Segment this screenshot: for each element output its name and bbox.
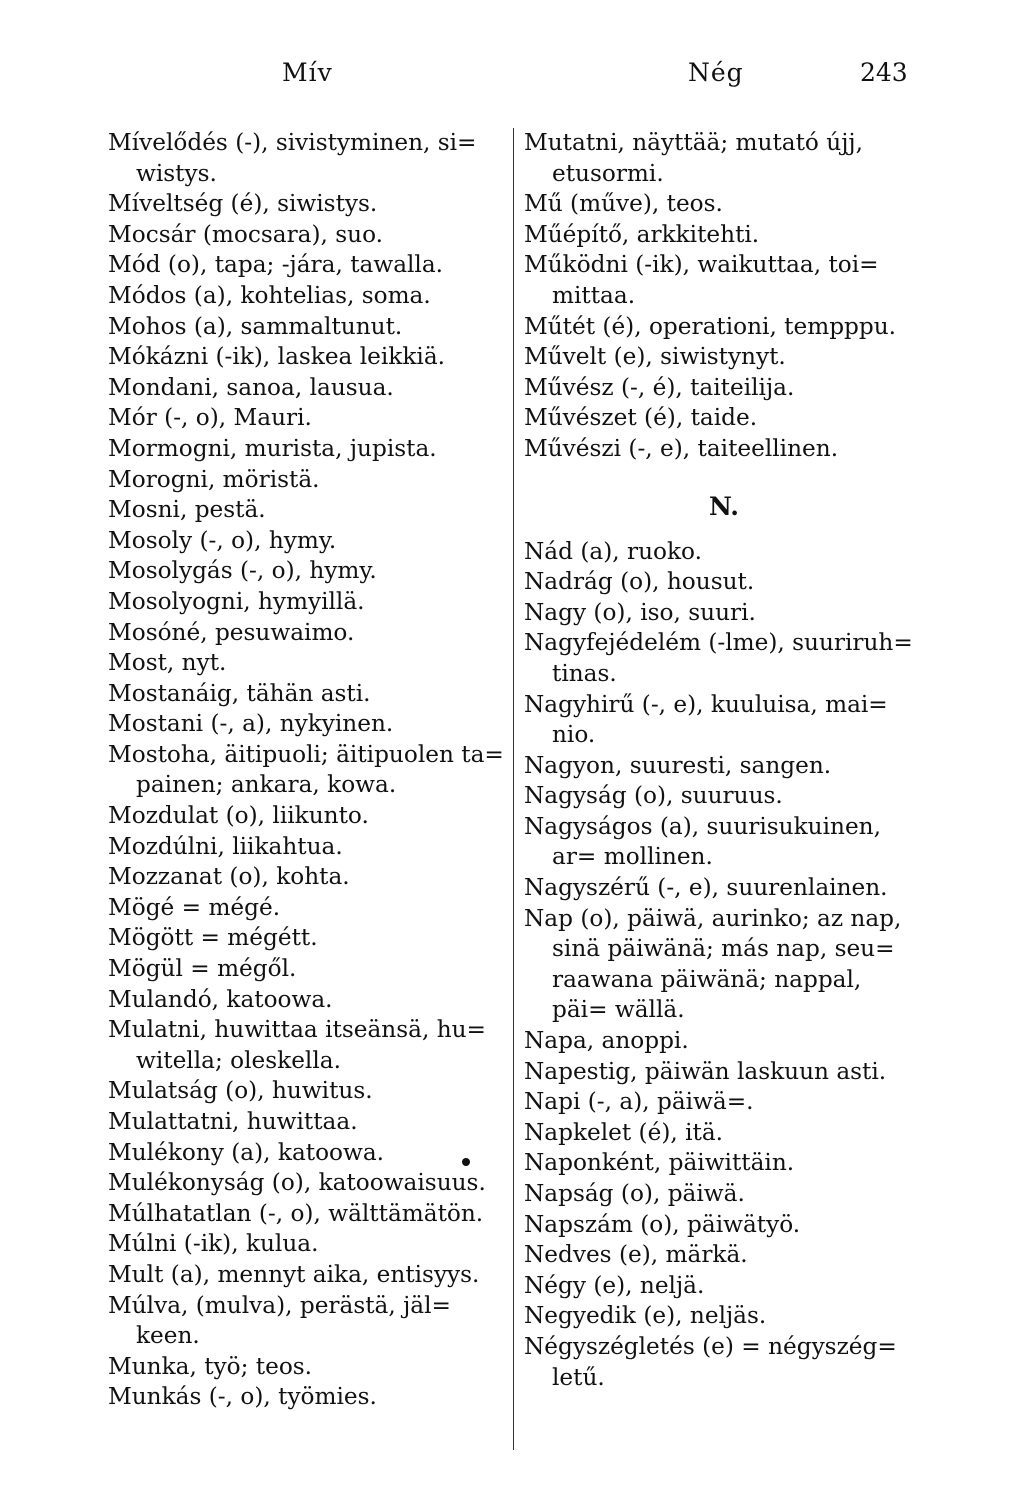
left-guide-word: Mív <box>282 58 333 87</box>
dictionary-entry: Mód (o), tapa; -jára, tawalla. <box>108 251 444 279</box>
dictionary-entry: Mozzanat (o), kohta. <box>108 863 350 891</box>
right-column-m-entries <box>524 128 924 465</box>
right-column <box>524 128 924 1393</box>
dictionary-entry: Művészet (é), taide. <box>524 404 758 432</box>
dictionary-entry: Múlni (-ik), kulua. <box>108 1230 319 1258</box>
dictionary-entry: Napszám (o), päiwätyö. <box>524 1210 801 1238</box>
dictionary-entry: Mulattatni, huwittaa. <box>108 1108 358 1135</box>
dictionary-entry: Mögött = mégétt. <box>108 924 318 952</box>
right-guide-word: Nég <box>688 58 744 87</box>
dictionary-entry: Naponként, päiwittäin. <box>524 1149 795 1177</box>
dictionary-entry: Nap (o), päiwä, aurinko; az nap, sinä päiwänä; más nap, seu= raawana päiwänä; nappal, päi= wällä. <box>524 904 902 1024</box>
dictionary-entry: Mondani, sanoa, lausua. <box>108 373 394 401</box>
dictionary-entry: Művelt (e), siwistynyt. <box>524 343 786 371</box>
dictionary-entry: Mívelődés (-), sivistyminen, si= wistys. <box>108 129 477 187</box>
dictionary-entry: Mókázni (-ik), laskea leikkiä. <box>108 343 446 371</box>
dictionary-entry: Munka, työ; teos. <box>108 1352 313 1380</box>
dictionary-entry: Mozdúlni, liikahtua. <box>108 832 343 860</box>
dictionary-entry: Napa, anoppi. <box>524 1027 689 1055</box>
stray-dot <box>462 1158 470 1166</box>
dictionary-entry: Mulatni, huwittaa itseänsä, hu= witella; oleskella. <box>108 1016 486 1074</box>
dictionary-entry: Nagyságos (a), suurisukuinen, ar= mollinen. <box>524 812 881 871</box>
dictionary-entry: Napestig, päiwän laskuun asti. <box>524 1057 887 1085</box>
dictionary-entry: Mozdulat (o), liikunto. <box>108 802 369 830</box>
dictionary-entry: Négy (e), neljä. <box>524 1271 705 1299</box>
dictionary-entry: Mű (műve), teos. <box>524 190 723 218</box>
dictionary-entry: Mosóné, pesuwaimo. <box>108 618 355 646</box>
dictionary-entry: Nedves (e), märkä. <box>524 1241 748 1269</box>
dictionary-entry: Mocsár (mocsara), suo. <box>108 220 384 248</box>
dictionary-entry: Mostanáig, tähän asti. <box>108 679 371 707</box>
right-column-n-entries <box>524 537 924 1394</box>
dictionary-entry: Mulandó, katoowa. <box>108 985 333 1013</box>
dictionary-entry: Nagyság (o), suuruus. <box>524 782 783 810</box>
dictionary-entry: Nagyhirű (-, e), kuuluisa, mai= nio. <box>524 690 888 749</box>
dictionary-entry: Mosoly (-, o), hymy. <box>108 526 337 554</box>
dictionary-entry: Napság (o), päiwä. <box>524 1180 745 1207</box>
dictionary-entry: Műépítő, arkkitehti. <box>524 220 760 248</box>
dictionary-entry: Nád (a), ruoko. <box>524 537 702 565</box>
dictionary-entry: Mulékony (a), katoowa. <box>108 1138 385 1166</box>
dictionary-entry: Mosolygás (-, o), hymy. <box>108 557 377 585</box>
dictionary-entry: Műtét (é), operationi, tempppu. <box>524 312 897 340</box>
dictionary-entry: Mosolyogni, hymyillä. <box>108 587 365 615</box>
dictionary-entry: Művészi (-, e), taiteellinen. <box>524 434 839 462</box>
dictionary-entry: Múlva, (mulva), perästä, jäl= keen. <box>108 1291 451 1350</box>
dictionary-entry: Mosni, pestä. <box>108 496 266 524</box>
dictionary-entry: Nadrág (o), housut. <box>524 568 755 596</box>
dictionary-entry: Mostani (-, a), nykyinen. <box>108 710 394 738</box>
dictionary-entry: Mulatság (o), huwitus. <box>108 1077 373 1105</box>
dictionary-entry: Mögé = mégé. <box>108 893 281 921</box>
dictionary-entry: Mögül = mégől. <box>108 955 297 983</box>
dictionary-entry: Mohos (a), sammaltunut. <box>108 312 403 340</box>
dictionary-entry: Míveltség (é), siwistys. <box>108 190 378 218</box>
dictionary-entry: Módos (a), kohtelias, soma. <box>108 281 431 309</box>
page-number: 243 <box>860 58 908 87</box>
dictionary-entry: Működni (-ik), waikuttaa, toi= mittaa. <box>524 251 879 309</box>
dictionary-entry: Nagyon, suuresti, sangen. <box>524 751 832 779</box>
dictionary-entry: Mult (a), mennyt aika, entisyys. <box>108 1260 480 1288</box>
dictionary-entry: Mormogni, murista, jupista. <box>108 434 437 462</box>
section-letter: N. <box>709 491 739 521</box>
dictionary-entry: Művész (-, é), taiteilija. <box>524 373 795 401</box>
dictionary-entry: Négyszégletés (e) = négyszég= letű. <box>524 1332 897 1391</box>
dictionary-entry: Morogni, möristä. <box>108 465 320 493</box>
column-divider <box>513 128 514 1450</box>
dictionary-entry: Múlhatatlan (-, o), wälttämätön. <box>108 1199 484 1227</box>
dictionary-entry: Munkás (-, o), työmies. <box>108 1383 377 1411</box>
dictionary-entry: Nagy (o), iso, suuri. <box>524 598 756 626</box>
dictionary-entry: Napkelet (é), itä. <box>524 1118 724 1146</box>
page-header <box>0 58 1024 98</box>
dictionary-entry: Nagyfejédelém (-lme), suuriruh= tinas. <box>524 629 913 687</box>
dictionary-entry: Most, nyt. <box>108 649 227 677</box>
dictionary-entry: Napi (-, a), päiwä=. <box>524 1088 754 1116</box>
dictionary-entry: Mutatni, näyttää; mutató újj, etusormi. <box>524 129 863 187</box>
dictionary-entry: Nagyszérű (-, e), suurenlainen. <box>524 874 888 902</box>
dictionary-entry: Mostoha, äitipuoli; äitipuolen ta= painen; ankara, kowa. <box>108 740 504 799</box>
dictionary-entry: Mulékonyság (o), katoowaisuus. <box>108 1169 486 1197</box>
left-column <box>108 128 508 1413</box>
dictionary-entry: Mór (-, o), Mauri. <box>108 404 312 432</box>
dictionary-entry: Negyedik (e), neljäs. <box>524 1302 767 1330</box>
